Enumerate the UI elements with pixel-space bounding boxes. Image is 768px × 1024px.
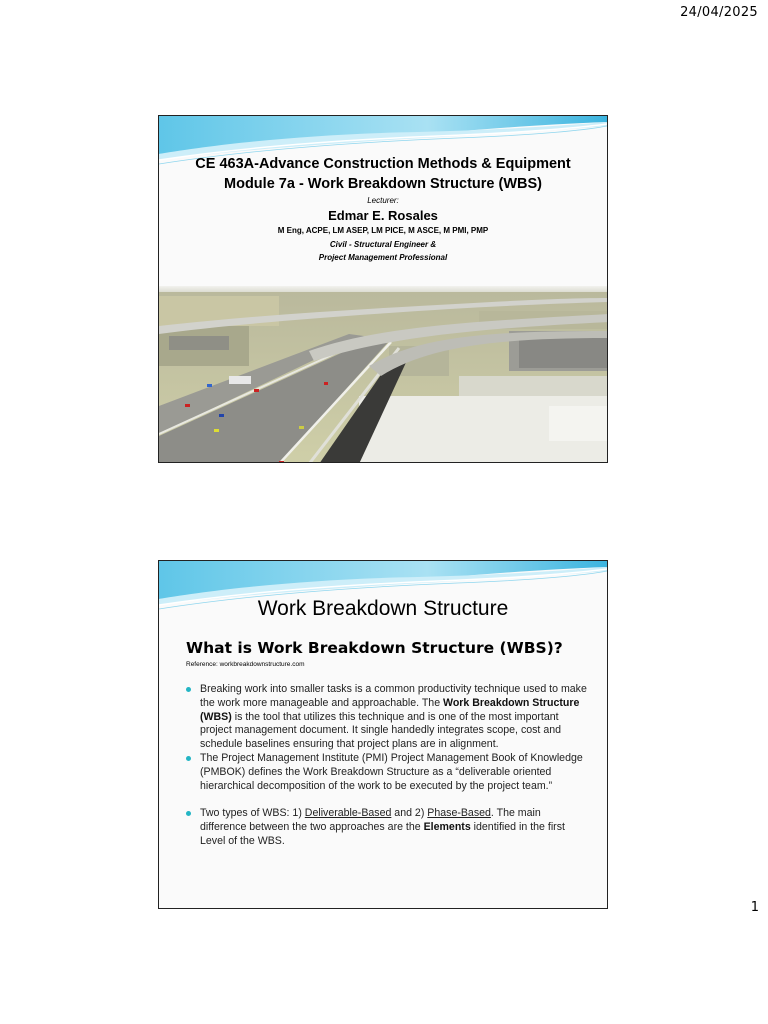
reference-note: Reference: workbreakdownstructure.com — [186, 661, 305, 668]
list-item: The Project Management Institute (PMI) Project Management Book of Knowledge (PMBOK) defines the Work Breakdown Structure as a “deliverable oriented hierarchical decomposition of the work to be executed by the project team.” — [183, 752, 589, 793]
lecturer-name: Edmar E. Rosales — [328, 208, 438, 223]
list-item: Two types of WBS: 1) Deliverable-Based and 2) Phase-Based. The main difference between the two approaches are the Elements identified in the first Level of the WBS. — [183, 807, 589, 848]
lecturer-credentials: M Eng, ACPE, LM ASEP, LM PICE, M ASCE, M PMI, PMP — [277, 226, 489, 235]
highway-interchange-image — [159, 286, 608, 463]
list-item: Breaking work into smaller tasks is a common productivity technique used to make the work more manageable and approachable. The Work Breakdown Structure (WBS) is the tool that utilizes this technique and is one of the most important project management document. It single handedly integrates scope, cost and schedule baselines ensuring that project plans are in alignment. — [183, 683, 589, 752]
slide-wbs — [158, 560, 608, 909]
module-title: Module 7a - Work Breakdown Structure (WBS) — [224, 176, 542, 192]
bullet-list — [183, 683, 589, 849]
bullet-dot-icon — [186, 811, 191, 816]
print-date: 24/04/2025 — [680, 5, 758, 20]
slide-title-text — [159, 154, 607, 194]
slide-heading: Work Breakdown Structure — [257, 597, 509, 620]
course-title: CE 463A-Advance Construction Methods & Equipment — [195, 156, 571, 172]
slide-title — [158, 115, 608, 463]
role-line: Project Management Professional — [318, 253, 448, 262]
bullet-dot-icon — [186, 687, 191, 692]
bullet-dot-icon — [186, 756, 191, 761]
slide-subheading: What is Work Breakdown Structure (WBS)? — [186, 639, 563, 657]
lecturer-label: Lecturer: — [367, 196, 399, 205]
lecturer-role — [159, 238, 607, 264]
page-number: 1 — [750, 900, 759, 915]
role-line: Civil - Structural Engineer & — [329, 240, 437, 249]
